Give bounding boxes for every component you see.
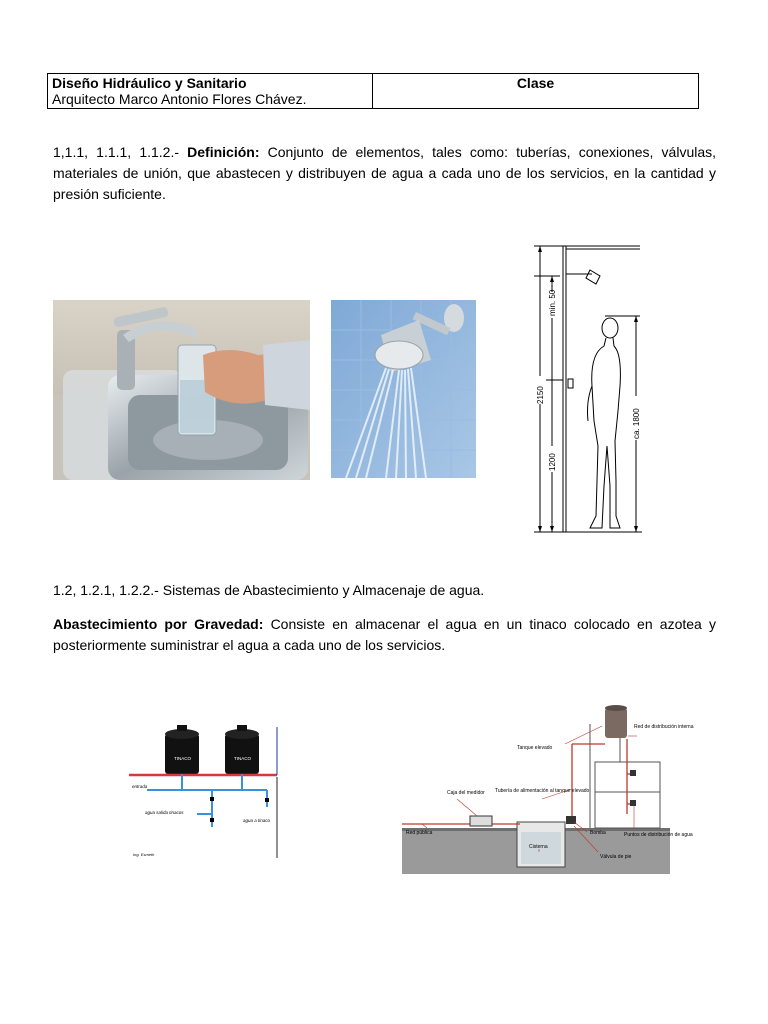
dim-2150: 2150 (536, 386, 545, 404)
label-valvula: Válvula de pie (600, 854, 632, 860)
label-tuberia: Tubería de alimentación al tanque elevado (495, 788, 590, 794)
label-agua-tinaco: agua a tinaco (243, 818, 271, 823)
header-table (47, 73, 699, 109)
label-cisterna: Cisterna (529, 844, 548, 850)
course-title: Diseño Hidráulico y Sanitario (52, 75, 247, 91)
author-name: Arquitecto Marco Antonio Flores Chávez. (52, 91, 307, 107)
definition-number: 1,1.1, 1.1.1, 1.1.2.- (53, 144, 180, 160)
faucet-photo (53, 300, 310, 480)
shower-photo (331, 300, 476, 478)
gravity-tanks-diagram (127, 722, 285, 860)
definition-text: Conjunto de elementos, tales como: tuberías, conexiones, válvulas, materiales de unión, que abastecen y distribuyen de agua a cada uno de los servicios, en la cantidad y presión suficiente. (53, 144, 717, 202)
dim-min-50: min. 50 (548, 289, 557, 316)
dim-ca-1800: ca. 1800 (632, 408, 641, 439)
label-puntos: Puntos de distribución de agua (624, 832, 693, 838)
section-title: 1.2, 1.2.1, 1.2.2.- Sistemas de Abastecimiento y Almacenaje de agua. (53, 582, 485, 598)
definition-term: Definición: (187, 144, 260, 160)
label-ing: Ing. Esmeth (133, 852, 155, 857)
label-agua-salida: agua salida tinacos (145, 810, 184, 815)
definition-paragraph (53, 142, 716, 205)
label-red-publica: Red pública (406, 830, 433, 836)
label-caja-medidor: Caja del medidor (447, 790, 485, 796)
gravity-paragraph (53, 614, 716, 656)
gravity-term: Abastecimiento por Gravedad: (53, 616, 264, 632)
shower-dimension-drawing (530, 236, 645, 534)
label-entrada: entrada (132, 784, 148, 789)
tank-left-label: TINACO (174, 756, 192, 761)
tank-right-label: TINACO (234, 756, 252, 761)
cistern-system-diagram (402, 704, 694, 874)
label-red-distribucion: Red de distribución interna (634, 724, 694, 730)
tank-right (225, 725, 259, 774)
dim-1200: 1200 (548, 453, 557, 471)
header-left-cell (48, 74, 373, 108)
label-tanque-elevado: Tanque elevado (517, 745, 553, 751)
header-right-cell: Clase (516, 75, 555, 91)
label-bomba: Bomba (590, 830, 606, 836)
tank-left (165, 725, 199, 774)
gravity-text: Consiste en almacenar el agua en un tinaco colocado en azotea y posteriormente suministrar el agua a cada uno de los servicios. (53, 616, 717, 653)
